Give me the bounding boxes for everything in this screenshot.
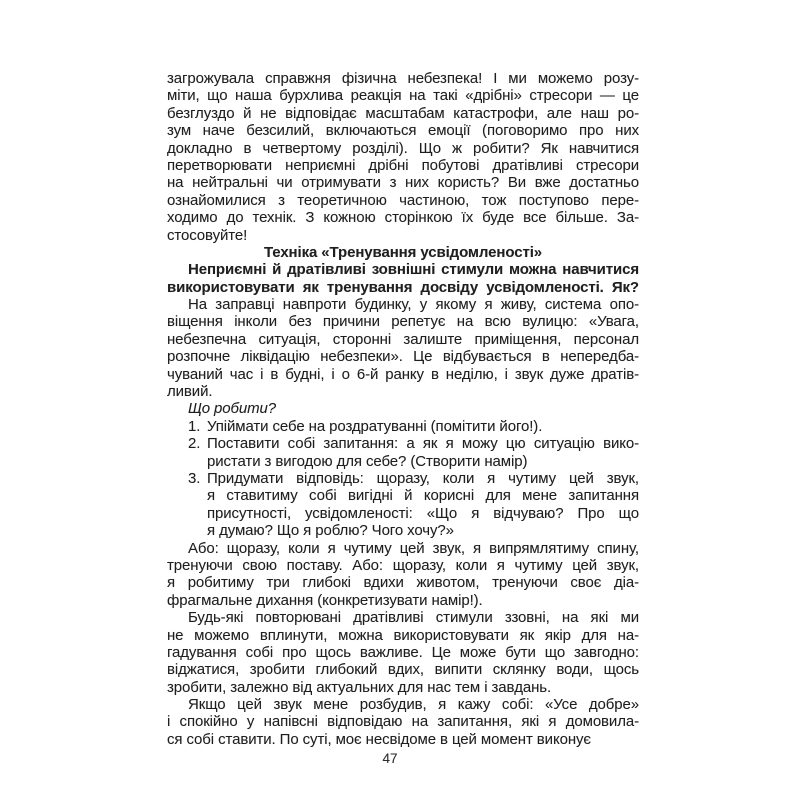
text-line: зум наче безсилий, включаються емоції (поговоримо про них [167, 122, 639, 140]
text-line: використовувати як тренування досвіду усвідомленості. Як? [167, 278, 639, 296]
text-line: розпочне ліквідацію небезпеки». Це відбувається в непередба- [167, 348, 639, 366]
text-line: тренуючи свою поставу. Або: щоразу, коли я чутиму цей звук, [167, 556, 639, 574]
text-line: міти, що наша бурхлива реакція на такі «дрібні» стресори — це [167, 87, 639, 105]
text-line: Поставити собі запитання: а як я можу цю ситуацію вико- [207, 435, 639, 453]
text-line: загрожувала справжня фізична небезпека! І ми можемо розу- [167, 70, 639, 87]
text-line: ристати з вигодою для себе? (Створити намір) [207, 452, 528, 470]
text-line: зробити, залежно від актуальних для нас тем і завдань. [167, 678, 552, 696]
paragraph [167, 609, 639, 696]
list-item [167, 418, 639, 435]
text-line: присутності, усвідомленості: «Що я відчуваю? Про що [207, 504, 639, 522]
text-line: Що робити? [188, 400, 276, 418]
text-line: я думаю? Що я роблю? Чого хочу?» [207, 522, 454, 540]
text-line: Будь-які повторювані дратівливі стимули ззовні, на які ми [188, 609, 639, 627]
text-line: і спокійно у напівсні відповідаю на запитання, які я домовила- [167, 713, 639, 731]
section-heading [167, 244, 639, 261]
text-line: небезпечна ситуація, сторонні залиште приміщення, персонал [167, 330, 639, 348]
text-line: безглуздо й не відповідає масштабам катастрофи, але наш ро- [167, 104, 639, 122]
text-line: Або: щоразу, коли я чутиму цей звук, я випрямлятиму спину, [188, 539, 639, 557]
text-line: Придумати відповідь: щоразу, коли я чутиму цей звук, [207, 469, 639, 487]
list-item [167, 470, 639, 540]
text-line: гадування собі про щось важливе. Це може бути що завгодно: [167, 643, 639, 661]
text-line: віщення інколи без причини репетує на всю вулицю: «Увага, [167, 313, 639, 331]
text-line: ознайомилися з теоретичною частиною, тож поступово пере- [167, 191, 639, 209]
page-text-column [167, 70, 639, 748]
text-line: Техніка «Тренування усвідомленості» [263, 243, 543, 261]
text-line: докладно в четвертому розділі). Що ж робити? Як навчитися [167, 139, 639, 157]
text-line: я робитиму три глибокі вдихи животом, тренуючи своє діа- [167, 574, 639, 592]
text-line: стосовуйте! [167, 226, 248, 244]
text-line: на нейтральні чи отримувати з них користь? Ви вже достатньо [167, 174, 639, 192]
text-line: ся собі ставити. По суті, моє несвідоме в цей момент виконує [167, 730, 591, 748]
paragraph [167, 540, 639, 610]
text-line: перетворювати неприємні дрібні побутові дратівливі стресори [167, 156, 639, 174]
paragraph [167, 400, 639, 417]
page-number: 47 [382, 751, 398, 766]
text-line: На заправці навпроти будинку, у якому я живу, система опо- [188, 296, 639, 314]
paragraph [167, 696, 639, 748]
paragraph [167, 296, 639, 400]
list-item [167, 435, 639, 470]
text-line: ходимо до технік. З кожною сторінкою їх буде все більше. За- [167, 209, 639, 227]
paragraph [167, 261, 639, 296]
text-line: фрагмальне дихання (конкретизувати намір!). [167, 591, 483, 609]
text-line: Упіймати себе на роздратуванні (помітити його!). [207, 417, 543, 435]
list-number: 3. [188, 469, 201, 487]
text-line: чуваний час і в будні, і о 6-й ранку в неділю, і звук дуже дратів- [167, 365, 639, 383]
list-number: 2. [188, 435, 201, 453]
text-line: не можемо вплинути, можна використовувати як якір для на- [167, 626, 639, 644]
paragraph [167, 70, 639, 244]
text-line: ливий. [167, 383, 213, 401]
text-line: Неприємні й дратівливі зовнішні стимули можна навчитися [188, 261, 639, 279]
text-line: Якщо цей звук мене розбудив, я кажу собі: «Усе добре» [188, 696, 639, 714]
list-number: 1. [188, 417, 201, 435]
text-line: віджатися, зробити глибокий вдих, випити склянку води, щось [167, 661, 639, 679]
text-line: я ставитиму собі вигідні й корисні для мене запитання [207, 487, 639, 505]
